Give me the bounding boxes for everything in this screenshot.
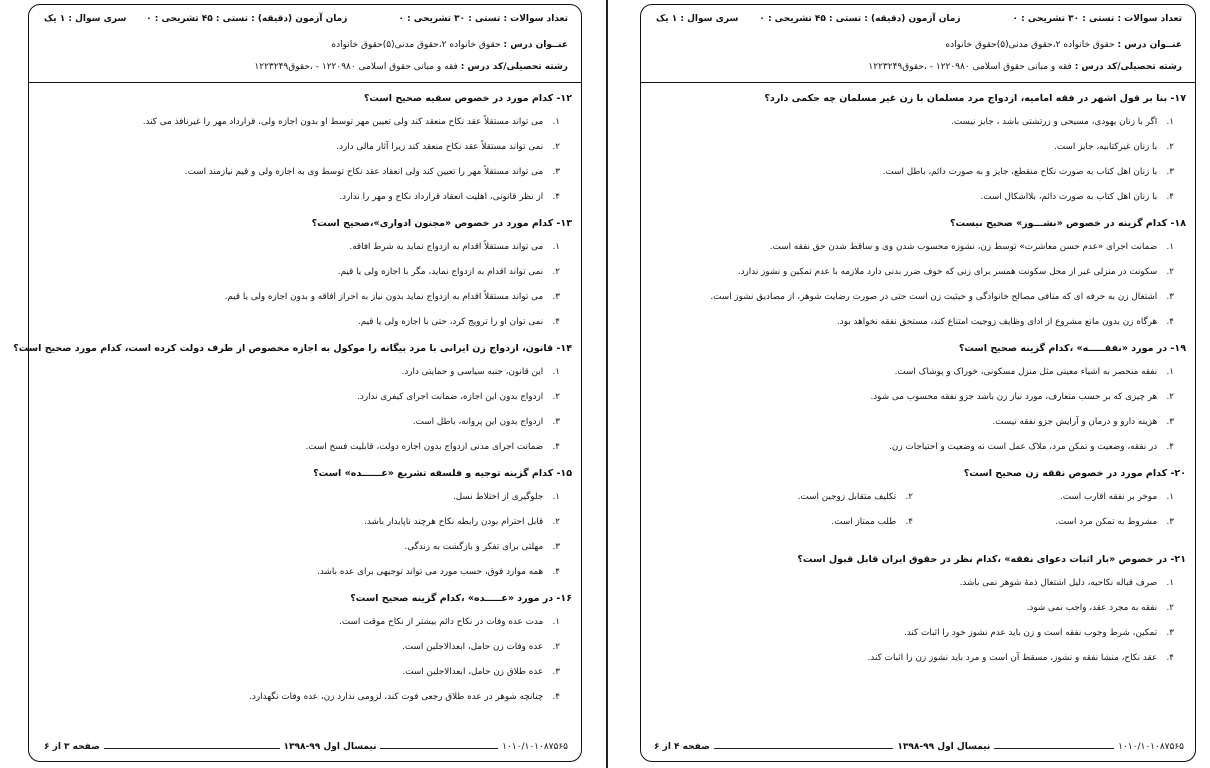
option-4[interactable]: ۴. همه موارد فوق، حسب مورد می تواند توجیهی برای عده باشد. [317, 567, 560, 577]
option-3[interactable]: ۳. هزینه دارو و درمان و آرایش جزو نفقه نیست. [992, 417, 1174, 427]
field-value: فقه و مبانی حقوق اسلامی ۱۲۲۰۹۸۰ - ،حقوق۱۲۲۳۲۴۹ [868, 62, 1072, 72]
question-text: ۱۳- کدام مورد در خصوص «مجنون ادواری»،صحیح است؟ [311, 218, 572, 229]
question-text: ۱۴- قانون، ازدواج زن ایرانی با مرد بیگانه را موکول به اجازه مخصوص از طرف دولت کرده است، کدام مورد صحیح است؟ [13, 343, 572, 354]
option-2[interactable]: ۲. سکونت در منزلی غیر از محل سکونت همسر برای زنی که خوف ضرر بدنی دارد ملازمه با عدم تمکین و نشوز ندارد. [737, 267, 1174, 277]
option-1[interactable]: ۱. مدت عده وفات در نکاح دائم بیشتر از نکاح موقت است. [339, 617, 560, 627]
question-text: ۱۷- بنا بر قول اشهر در فقه امامیه، ازدواج مرد مسلمان با زن غیر مسلمان چه حکمی دارد؟ [764, 93, 1186, 104]
option-2[interactable]: ۲. تکلیف متقابل زوجین است. [797, 492, 913, 502]
field-label: رشته تحصیلی/کد درس : [460, 62, 568, 72]
option-2[interactable]: ۲. نفقه به مجرد عقد، واجب نمی شود. [1026, 603, 1174, 613]
question-list [13, 92, 572, 715]
question-text: ۱۸- کدام گزینه در خصوص «نشـــوز» صحیح نیست؟ [950, 218, 1186, 229]
option-1[interactable]: ۱. صرف قباله نکاحیه، دلیل اشتغال ذمهٔ شوهر نمی باشد. [959, 578, 1174, 588]
option-2[interactable]: ۲. عده وفات زن حامل، ابعدالاجلین است. [402, 642, 560, 652]
option-4[interactable]: ۴. با زنان اهل کتاب به صورت دائم، بلااشکال است. [980, 192, 1174, 202]
semester-label: نیمسال اول ۹۹-۱۳۹۸ [893, 742, 994, 752]
field-value: فقه و مبانی حقوق اسلامی ۱۲۲۰۹۸۰ - ،حقوق۱۲۲۳۲۴۹ [254, 62, 458, 72]
question-series: سری سوال : ۱ یک [44, 14, 127, 24]
question-text: ۲۱- در خصوص «بار اثبات دعوای نفقه» ،کدام نظر در حقوق ایران قابل قبول است؟ [797, 554, 1186, 565]
field-code [868, 62, 1182, 72]
question-13 [40, 217, 572, 329]
question-series: سری سوال : ۱ یک [656, 14, 739, 24]
question-text: ۱۲- کدام مورد در خصوص سفیه صحیح است؟ [363, 93, 572, 104]
option-4[interactable]: ۴. در نفقه، وضعیت و تمکن مرد، ملاک عمل است نه وضعیت و احتیاجات زن. [889, 442, 1174, 452]
option-2[interactable]: ۲. با زنان غیرکتابیه، جایز است. [1054, 142, 1174, 152]
page-footer [650, 742, 1188, 756]
option-1[interactable]: ۱. جلوگیری از اختلاط نسل. [452, 492, 560, 502]
course-label: عنــوان درس : [503, 40, 568, 50]
page-number: صفحه ۴ از ۶ [650, 742, 714, 752]
option-3[interactable]: ۳. تمکین، شرط وجوب نفقه است و زن باید عدم نشوز خود را اثبات کند. [903, 628, 1174, 638]
option-2[interactable]: ۲. نمی تواند مستقلاً عقد نکاح منعقد کند زیرا آثار مالی دارد. [336, 142, 560, 152]
option-1[interactable]: ۱. می تواند مستقلاً اقدام به ازدواج نماید به شرط افاقه. [349, 242, 560, 252]
page-header [640, 4, 1196, 82]
course-title [331, 40, 568, 50]
question-14 [13, 342, 572, 454]
header-divider [640, 82, 1196, 83]
question-list [652, 92, 1186, 676]
header-divider [28, 82, 582, 83]
exam-code: ۱۰۱۰/۱۰۱۰۸۷۵۶۵ [498, 742, 572, 752]
course-label: عنــوان درس : [1117, 40, 1182, 50]
option-4[interactable]: ۴. از نظر قانونی، اهلیت انعقاد قرارداد نکاح و مهر را ندارد. [339, 192, 560, 202]
question-15 [40, 467, 572, 579]
question-text: ۱۶- در مورد «عـــــده» ،کدام گزینه صحیح است؟ [350, 593, 572, 604]
question-text: ۱۵- کدام گزینه توجیه و فلسفه تشریع «عــــــده» است؟ [313, 468, 572, 479]
field-label: رشته تحصیلی/کد درس : [1074, 62, 1182, 72]
option-1[interactable]: ۱. این قانون، جنبه سیاسی و حمایتی دارد. [401, 367, 560, 377]
exam-page-4 [614, 0, 1210, 768]
exam-page-3 [0, 0, 598, 768]
option-2[interactable]: ۲. هر چیزی که بر حسب متعارف، مورد نیاز زن باشد جزو نفقه محسوب می شود. [870, 392, 1174, 402]
exam-code: ۱۰۱۰/۱۰۱۰۸۷۵۶۵ [1114, 742, 1188, 752]
question-count: تعداد سوالات : تستی : ۳۰ تشریحی : ۰ [1012, 14, 1182, 24]
option-1[interactable]: ۱. موخر بر نفقه اقارب است. [1059, 492, 1174, 502]
page-number: صفحه ۳ از ۶ [40, 742, 104, 752]
question-17 [652, 92, 1186, 204]
option-1[interactable]: ۱. اگر با زنان یهودی، مسیحی و زرتشتی باشد ، جایز نیست. [951, 117, 1174, 127]
option-3[interactable]: ۳. عده طلاق زن حامل، ابعدالاجلین است. [402, 667, 560, 677]
semester-label: نیمسال اول ۹۹-۱۳۹۸ [280, 742, 381, 752]
option-1[interactable]: ۱. نفقه منحصر به اشیاء معینی مثل منزل مسکونی، خوراک و پوشاک است. [894, 367, 1174, 377]
option-grid [652, 490, 1174, 540]
question-text: ۱۹- در مورد «نفقـــــه» ،کدام گزینه صحیح است؟ [958, 343, 1186, 354]
option-3[interactable]: ۳. ازدواج بدون این پروانه، باطل است. [412, 417, 560, 427]
option-2[interactable]: ۲. ازدواج بدون این اجازه، ضمانت اجرای کیفری ندارد. [357, 392, 560, 402]
question-20 [652, 467, 1186, 540]
question-12 [40, 92, 572, 204]
question-21 [652, 553, 1186, 665]
exam-time: زمان آزمون (دقیقه) : تستی : ۴۵ تشریحی : ۰ [759, 14, 961, 24]
field-code [254, 62, 568, 72]
option-4[interactable]: ۴. چنانچه شوهر در عده طلاق رجعی فوت کند، لزومی ندارد زن، عده وفات نگهدارد. [249, 692, 560, 702]
option-4[interactable]: ۴. هرگاه زن بدون مانع مشروع از ادای وظایف زوجیت امتناع کند، مستحق نفقه نخواهد بود. [837, 317, 1174, 327]
question-count: تعداد سوالات : تستی : ۳۰ تشریحی : ۰ [398, 14, 568, 24]
option-4[interactable]: ۴. نمی توان او را ترویج کرد، حتی با اجازه ولی یا قیم. [357, 317, 560, 327]
option-2[interactable]: ۲. قابل احترام بودن رابطه نکاح هرچند ناپایدار باشد. [364, 517, 560, 527]
option-4[interactable]: ۴. عقد نکاح، منشا نفقه و نشوز، مسقط آن است و مرد باید نشوز زن را اثبات کند. [867, 653, 1174, 663]
option-3[interactable]: ۳. می تواند مستقلاً مهر را تعیین کند ولی انعقاد عقد نکاح توسط وی به اجازه ولی و قیم نیازمند است. [184, 167, 560, 177]
option-4[interactable]: ۴. طلب ممتاز است. [831, 517, 913, 527]
question-19 [652, 342, 1186, 454]
page-divider [606, 0, 608, 768]
course-title [945, 40, 1182, 50]
option-3[interactable]: ۳. مهلتی برای تفکر و بازگشت به زندگی. [404, 542, 560, 552]
option-1[interactable]: ۱. می تواند مستقلاً عقد نکاح منعقد کند ولی تعیین مهر توسط او بدون اجازه ولی، قرارداد مهر را غیرنافذ می کند. [142, 117, 560, 127]
option-2[interactable]: ۲. نمی تواند اقدام به ازدواج نماید، مگر با اجازه ولی یا قیم. [337, 267, 560, 277]
question-18 [652, 217, 1186, 329]
option-4[interactable]: ۴. ضمانت اجرای مدنی ازدواج بدون اجازه دولت، قابلیت فسخ است. [305, 442, 560, 452]
question-16 [40, 592, 572, 704]
option-1[interactable]: ۱. ضمانت اجرای «عدم حسن معاشرت» توسط زن، نشوزه محسوب شدن وی و ساقط شدن حق نفقه است. [769, 242, 1174, 252]
question-text: ۲۰- کدام مورد در خصوص نفقه زن صحیح است؟ [963, 468, 1186, 479]
option-3[interactable]: ۳. می تواند مستقلاً اقدام به ازدواج نماید بدون نیاز به احراز افاقه و بدون اجازه ولی یا قیم. [224, 292, 560, 302]
course-value: حقوق خانواده ۲،حقوق مدنی(۵)حقوق خانواده [331, 40, 501, 50]
option-3[interactable]: ۳. مشروط به تمکن مرد است. [1055, 517, 1174, 527]
course-value: حقوق خانواده ۲،حقوق مدنی(۵)حقوق خانواده [945, 40, 1115, 50]
option-3[interactable]: ۳. اشتغال زن به حرفه ای که منافی مصالح خانوادگی و حیثیت زن است حتی در صورت رضایت شوهر، از مصادیق نشوز است. [710, 292, 1174, 302]
exam-time: زمان آزمون (دقیقه) : تستی : ۴۵ تشریحی : ۰ [146, 14, 348, 24]
option-3[interactable]: ۳. با زنان اهل کتاب به صورت نکاح منقطع، جایز و به صورت دائم، باطل است. [882, 167, 1174, 177]
page-footer [40, 742, 572, 756]
page-header [28, 4, 582, 82]
